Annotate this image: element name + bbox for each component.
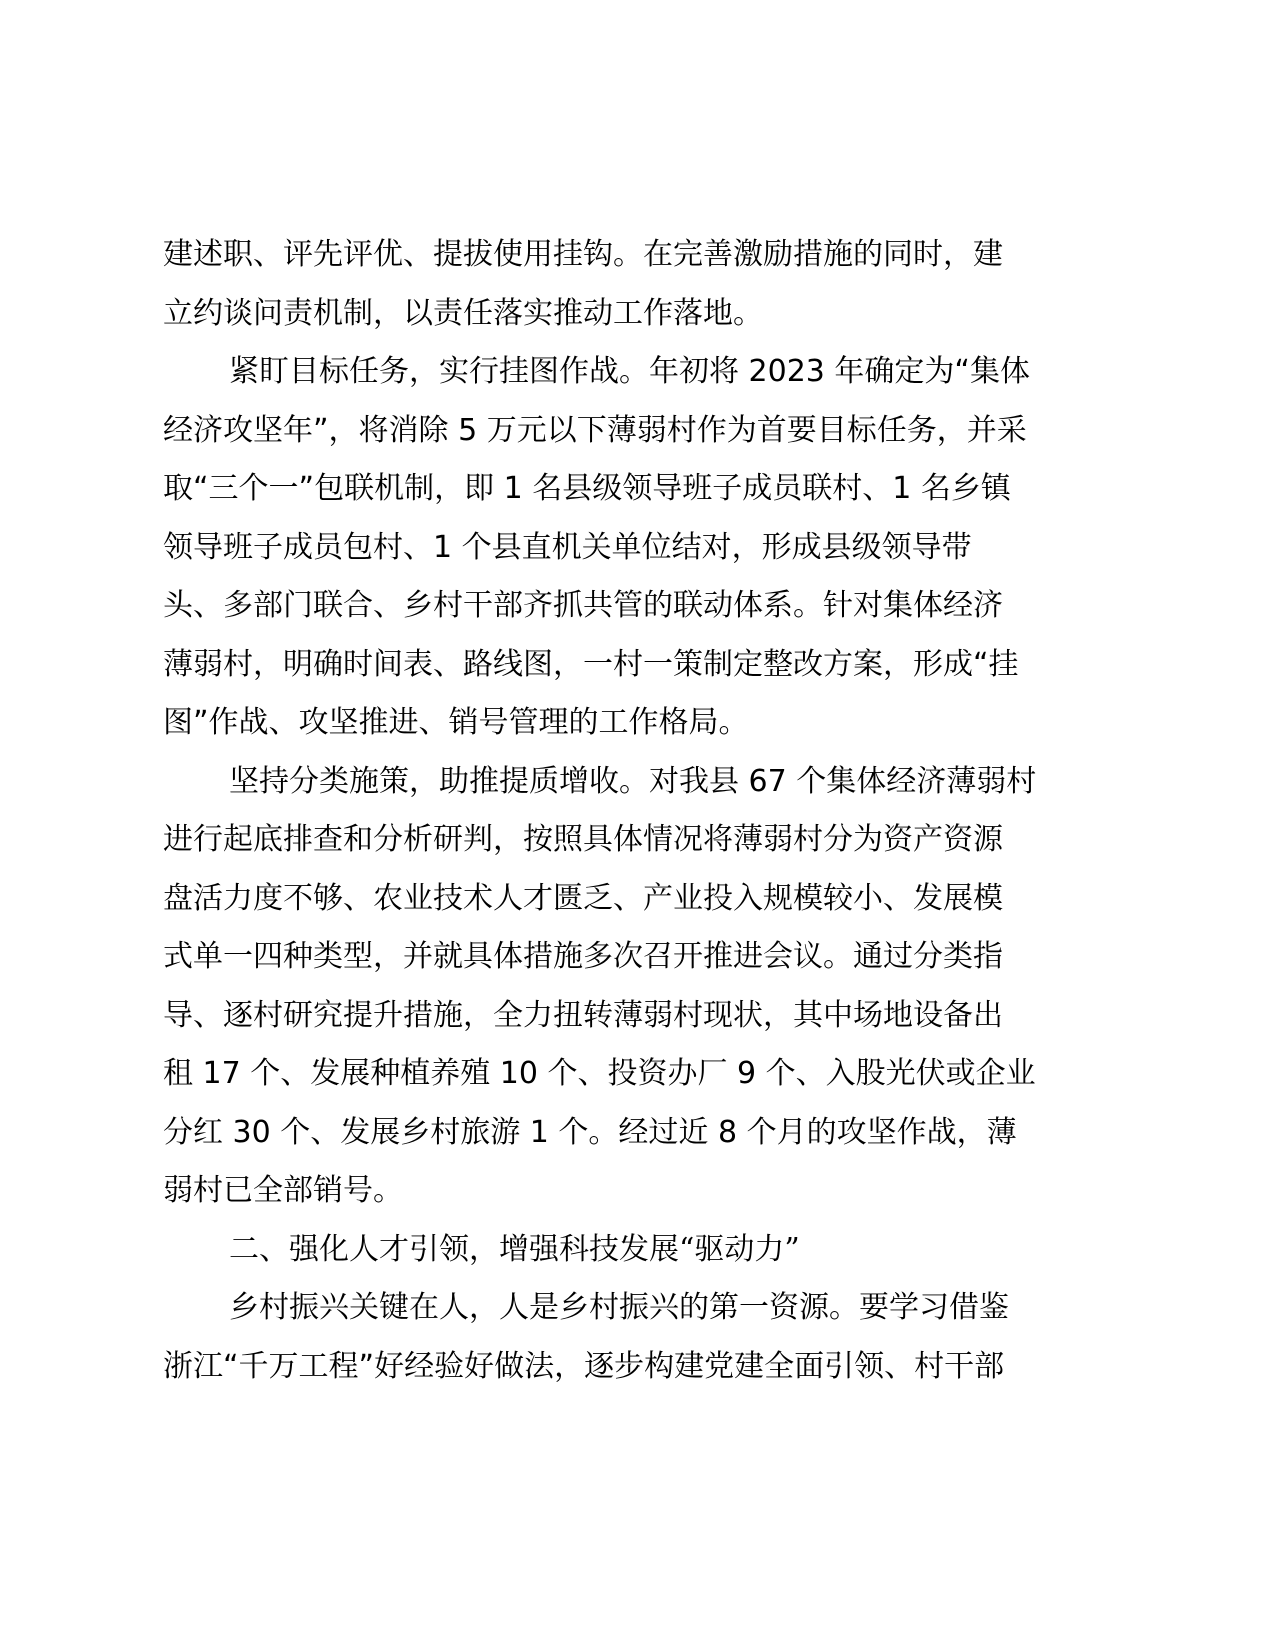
text-line: 导、逐村研究提升措施，全力扭转薄弱村现状，其中场地设备出 [163, 997, 1003, 1033]
text-line: 薄弱村，明确时间表、路线图，一村一策制定整改方案，形成“挂 [163, 646, 1019, 682]
text-line: 乡村振兴关键在人，人是乡村振兴的第一资源。要学习借鉴 [229, 1290, 1009, 1325]
section-heading [163, 1221, 1113, 1280]
text-line: 进行起底排查和分析研判，按照具体情况将薄弱村分为资产资源 [163, 822, 1003, 857]
text-line: 分红 30 个、发展乡村旅游 1 个。经过近 8 个月的攻坚作战，薄 [163, 1114, 1017, 1150]
paragraph-incentive-continuation [163, 226, 1113, 343]
paragraph-talent [163, 1279, 1113, 1396]
text-line: 经济攻坚年”，将消除 5 万元以下薄弱村作为首要目标任务，并采 [163, 412, 1027, 448]
text-line: 图”作战、攻坚推进、销号管理的工作格局。 [163, 705, 749, 740]
text-line: 浙江“千万工程”好经验好做法，逐步构建党建全面引领、村干部 [163, 1348, 1005, 1384]
text-line: 弱村已全部销号。 [163, 1173, 403, 1208]
text-line: 式单一四种类型，并就具体措施多次召开推进会议。通过分类指 [163, 939, 1003, 974]
text-line: 坚持分类施策，助推提质增收。对我县 67 个集体经济薄弱村 [229, 763, 1037, 799]
text-line: 建述职、评先评优、提拔使用挂钩。在完善激励措施的同时，建 [163, 237, 1003, 272]
text-line: 头、多部门联合、乡村干部齐抓共管的联动体系。针对集体经济 [163, 588, 1003, 623]
text-line: 立约谈问责机制，以责任落实推动工作落地。 [163, 295, 763, 331]
paragraph-target-tasks [163, 343, 1113, 753]
document-body [163, 226, 1113, 1396]
heading-text: 二、强化人才引领，增强科技发展“驱动力” [229, 1231, 800, 1267]
paragraph-classified-measures [163, 753, 1113, 1221]
text-line: 领导班子成员包村、1 个县直机关单位结对，形成县级领导带 [163, 529, 972, 565]
text-line: 取“三个一”包联机制，即 1 名县级领导班子成员联村、1 名乡镇 [163, 471, 1011, 506]
text-line: 盘活力度不够、农业技术人才匮乏、产业投入规模较小、发展模 [163, 880, 1003, 916]
text-line: 租 17 个、发展种植养殖 10 个、投资办厂 9 个、入股光伏或企业 [163, 1056, 1036, 1091]
text-line: 紧盯目标任务，实行挂图作战。年初将 2023 年确定为“集体 [229, 354, 1030, 389]
